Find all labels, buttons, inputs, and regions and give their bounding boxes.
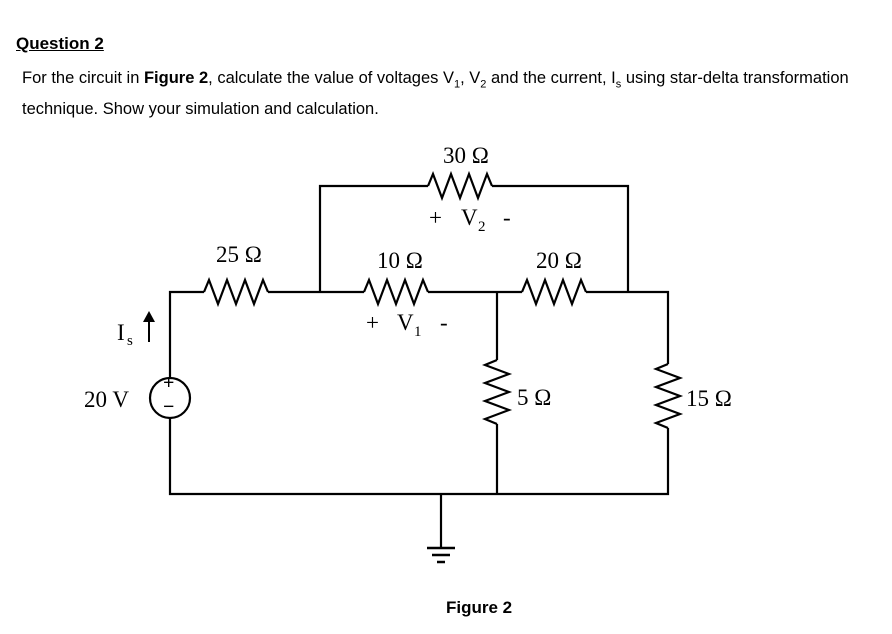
v2-label: V	[461, 205, 478, 230]
v1-minus: -	[440, 310, 448, 335]
question-title: Question 2	[16, 34, 104, 53]
resistor-25	[204, 280, 268, 304]
resistor-5-label: 5 Ω	[517, 385, 552, 410]
wire-top-right	[492, 186, 628, 292]
resistor-30-label: 30 Ω	[443, 143, 489, 168]
wire-left-top	[170, 292, 204, 378]
v1-label: V	[397, 310, 414, 335]
question-text-part3: , V	[460, 69, 481, 87]
question-text-part5: using star-delta transformation technique. Show your simulation and calculation.	[22, 69, 849, 119]
figure-caption: Figure 2	[446, 598, 513, 617]
current-arrow-icon	[143, 311, 155, 342]
wire-bottom	[170, 418, 668, 494]
wire-right-top	[586, 292, 668, 364]
question-text-part4: and the current, I	[486, 69, 616, 87]
resistor-20-label: 20 Ω	[536, 248, 582, 273]
ground-icon	[427, 548, 455, 562]
wire-top-left	[320, 186, 428, 292]
resistor-20	[522, 280, 586, 304]
circuit-wires	[170, 174, 680, 548]
source-label: 20 V	[84, 387, 129, 412]
source-plus-sign: +	[163, 372, 175, 394]
resistor-30	[428, 174, 492, 198]
v2-minus: -	[503, 205, 511, 230]
subscript-s: s	[615, 78, 622, 91]
v2-plus: +	[429, 205, 442, 230]
subscript-1: 1	[453, 78, 461, 91]
figure-reference: Figure 2	[143, 69, 209, 87]
question-text-part2: , calculate the value of voltages V	[208, 69, 454, 87]
current-is-subscript: s	[127, 333, 133, 349]
resistor-10	[364, 280, 428, 304]
resistor-25-label: 25 Ω	[216, 242, 262, 267]
resistor-5	[485, 360, 509, 424]
v1-plus: +	[366, 310, 379, 335]
v1-subscript: 1	[414, 324, 422, 340]
resistor-15-label: 15 Ω	[686, 386, 732, 411]
subscript-2: 2	[480, 78, 487, 91]
resistor-10-label: 10 Ω	[377, 248, 423, 273]
v2-subscript: 2	[478, 219, 486, 235]
current-is-label: I	[117, 320, 125, 345]
resistor-15	[656, 364, 680, 428]
question-text-part1: For the circuit in	[22, 69, 144, 87]
source-minus-sign: −	[163, 396, 175, 418]
